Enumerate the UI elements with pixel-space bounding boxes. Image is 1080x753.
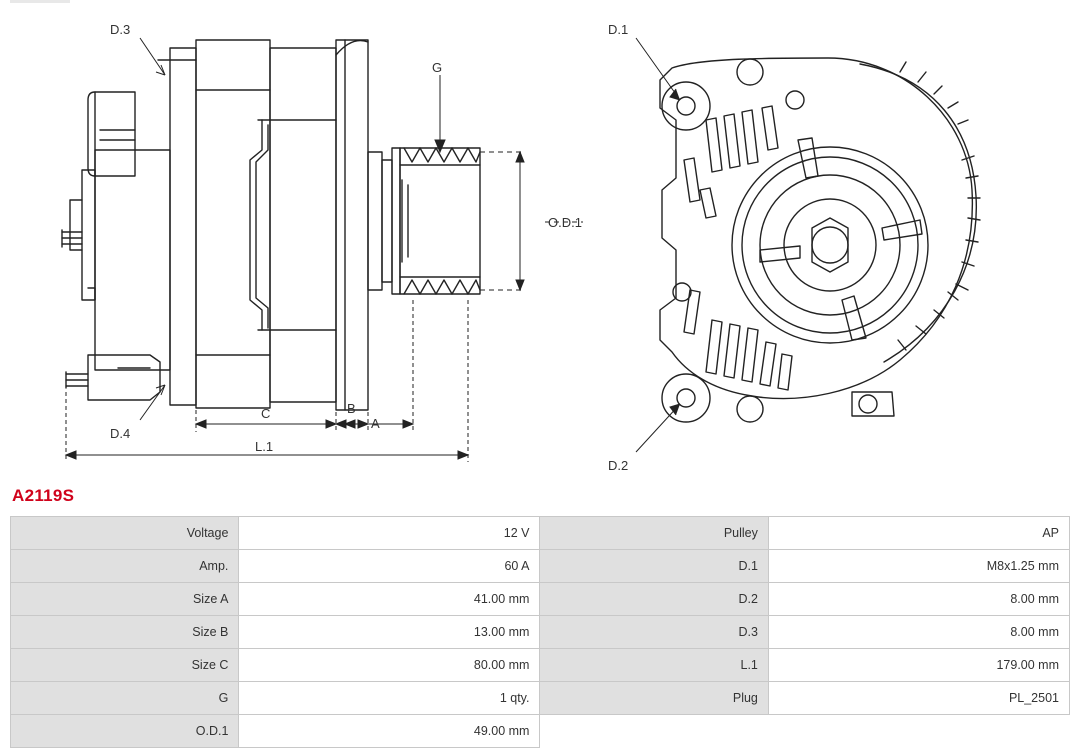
table-row (11, 550, 1070, 583)
spec-empty-cell (768, 715, 1069, 748)
spec-value: 13.00 mm (239, 616, 540, 649)
spec-value: 49.00 mm (239, 715, 540, 748)
spec-label: D.2 (540, 583, 768, 616)
spec-label: Voltage (11, 517, 239, 550)
callout-l1-label: L.1 (255, 439, 274, 454)
callout-d3-label: D.3 (110, 22, 131, 37)
spec-label: Amp. (11, 550, 239, 583)
callout-d4-label: D.4 (110, 426, 131, 441)
spec-value: 8.00 mm (768, 616, 1069, 649)
spec-value: PL_2501 (768, 682, 1069, 715)
spec-value: 41.00 mm (239, 583, 540, 616)
spec-label: D.1 (540, 550, 768, 583)
callout-od1-label: O.D.1 (548, 215, 582, 230)
spec-label: D.3 (540, 616, 768, 649)
spec-value: 80.00 mm (239, 649, 540, 682)
spec-value: 12 V (239, 517, 540, 550)
table-row (11, 517, 1070, 550)
spec-label: Pulley (540, 517, 768, 550)
callout-d1-label: D.1 (608, 22, 629, 37)
callout-c-label: C (261, 406, 271, 421)
part-number-title: A2119S (12, 486, 75, 505)
callout-d2-label: D.2 (608, 458, 629, 473)
table-row (11, 682, 1070, 715)
spec-value: M8x1.25 mm (768, 550, 1069, 583)
spec-label: L.1 (540, 649, 768, 682)
specifications-table (10, 516, 1070, 748)
spec-value: 8.00 mm (768, 583, 1069, 616)
spec-empty-cell (540, 715, 768, 748)
spec-label: Size B (11, 616, 239, 649)
table-row (11, 715, 1070, 748)
spec-value: 60 A (239, 550, 540, 583)
spec-label: Size C (11, 649, 239, 682)
table-row (11, 583, 1070, 616)
spec-value: AP (768, 517, 1069, 550)
spec-value: 1 qty. (239, 682, 540, 715)
spec-value: 179.00 mm (768, 649, 1069, 682)
spec-label: Plug (540, 682, 768, 715)
callout-b-label: B (347, 401, 356, 416)
table-row (11, 649, 1070, 682)
callout-g-label: G (432, 60, 443, 75)
spec-label: Size A (11, 583, 239, 616)
callout-a-label: A (371, 416, 380, 431)
spec-label: O.D.1 (11, 715, 239, 748)
spec-label: G (11, 682, 239, 715)
table-row (11, 616, 1070, 649)
